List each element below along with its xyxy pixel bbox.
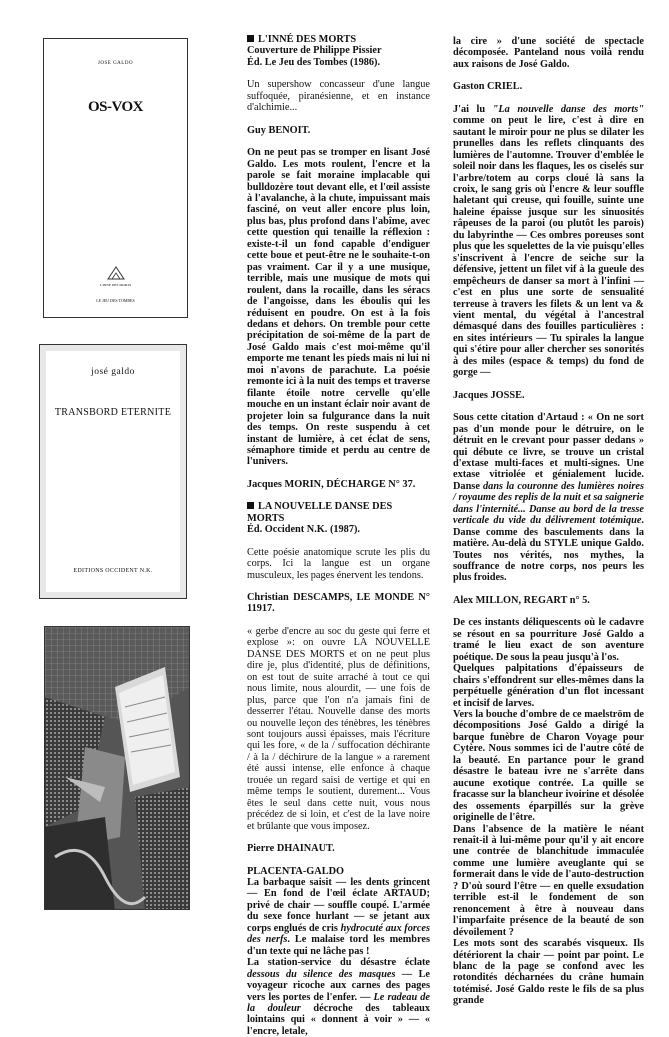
cover-os-vox	[43, 38, 188, 318]
section-title-nouvelle-danse: LA NOUVELLE DANSE DES MORTS	[247, 501, 393, 524]
review-paragraph: La barbaque saisit — les dents grincent — En fond de l'œil éclate ARTAUD; privé de chair — souffle coupé. L'armée du sexe fonce hurlant — se jetant aux corps englués de cris hydrocuté aux forces des nerfs. Le malaise tord les membres d'un texte qui ne lâche pas !	[247, 877, 430, 957]
review-paragraph: La station-service du désastre éclate dessous du silence des masques — Le voyageur ricoche aux carnes des pages vers les portes de l'enfer. — Le radeau de la douleur décroche des tableaux lointains qui « donnent à voir » — « l'encre, letale,	[247, 957, 431, 1037]
review-paragraph: Cette poésie anatomique scrute les plis du corps. Ici la langue est un organe musculeux, les pages énervent les tendons.	[247, 546, 430, 581]
cover2-author: josé galdo	[91, 367, 135, 377]
cover-photo-placenta-galdo	[44, 626, 190, 910]
cover-transbord-eternite	[39, 344, 187, 599]
cover1-author: JOSE GALDO	[97, 61, 134, 66]
cover1-title: OS-VOX	[87, 99, 144, 115]
review-paragraph: Les mots sont des scarabés visqueux. Ils détériorent la chair — point par point. Le blanc de la page se confond avec les rotondités décharnées du crâne humain totémisé. José Galdo reste le fils de sa plus grande	[453, 938, 644, 1007]
review-signature: Christian DESCAMPS, LE MONDE N° 11917.	[247, 592, 430, 615]
cover1-logo-text: L'INNÉ DES MORTS	[99, 283, 132, 287]
review-signature: Jacques JOSSE.	[453, 389, 525, 401]
review-signature: Jacques MORIN, DÉCHARGE N° 37.	[247, 478, 416, 490]
cover1-publisher: LE JEU DES TOMBES	[96, 298, 135, 303]
square-bullet-icon	[247, 502, 254, 509]
section-title-inne-des-morts: L'INNÉ DES MORTS	[247, 34, 430, 45]
review-paragraph: Dans l'absence de la matière le néant renaît-il à lui-même pour qu'il y ait encore une contrée de blanchitude immaculée comme une lumière aveuglante qui se formerait dans le vide de l'auto-destruction ? D'où sourd l'être — en quelle exsudation terrible est-il le fondement de son renoncement à être à nouveau dans l'imparfaite présence de la beauté de son dévoilement ?	[453, 823, 644, 938]
review-paragraph: J'ai lu "La nouvelle danse des morts" comme on peut le lire, c'est à dire en sautant le miroir pour ne plus se dilater les prunelles dans les reflets clinquants des lumières de l'automne. Trouver d'emblée le soleil noir dans les flaques, les os ciselés sur l'arbre/totem au corps cloué là sans la croix, le sang gris où l'encre & leur souffle haletant qui creuse, qui fouille, suinte une haleine épaisse jusque sur les sinuosités râpeuses de la paroi (ou plutôt les parois) du labyrinthe — Ces ombres poreuses sont plus que les squelettes de la vie puisqu'elles s'inscrivent à l'encre de seiche sur la défensive, jettent un filet vif à la gueule des empêcheurs de danser sa mort à l'infini — c'est en plus une sorte de sensualité terreuse à travers les filets & un lent va & vient mental, du végétal à l'ancestral démasqué dans des fouilles particulières : en sites intérieurs — Tu spirales la langue qui s'étire pour aller chercher ses sonorités à des miles (espace & temps) du fond de gorge —	[453, 103, 644, 379]
review-paragraph: la cire » d'une société de spectacle décomposée. Panteland nous voilà rendu aux raisons de José Galdo.	[453, 36, 644, 70]
section-subtitle: Éd. Occident N.K. (1987).	[247, 524, 360, 536]
review-signature: Pierre DHAINAUT.	[247, 843, 335, 855]
review-signature: Gaston CRIEL.	[453, 81, 523, 93]
section-subtitle: Éd. Le Jeu des Tombes (1986).	[247, 56, 381, 68]
section-title-placenta-galdo: PLACENTA-GALDO	[247, 865, 345, 877]
review-paragraph: « gerbe d'encre au soc du geste qui ferre et explose »: on ouvre LA NOUVELLE DANSE DES MORTS et on ne peut plus dire je, plus d'identité, plus de définitions, on est tout de suite arraché à tout ce qui nous limite, nous alourdit, — une fois de plus, parce que l'on n'a jamais fini de desserrer l'étau. Nouvelle danse des morts ou nouvelle leçon des ténèbres, les ténèbres sont toujours aussi épaisses, mais l'écriture qui les fore, « de la / suffocation déchirante / à la / déchirure de la langue » a rarement été aussi intense, elle enfonce à chaque trouée un regard saisi de vertige et qui en même temps le soutient, durement... Vous êtes le seul dans cette nuit, vous nous précédez de si loin, et c'est de la lave noire et brûlante que vous imposez.	[247, 625, 430, 832]
cover2-publisher: EDITIONS OCCIDENT N.K.	[73, 568, 153, 574]
review-paragraph: On ne peut pas se tromper en lisant José Galdo. Les mots roulent, l'encre et la parole se fait moraine implacable qui bulldozère tout devant elle, et l'œil assiste à l'avalanche, à la chute, impuissant mais fasciné, on veut aller encore plus loin, plus bas, plus profond dans l'abîme, avec cette question qui tenaille la réflexion : existe-t-il un fond capable d'endiguer cette boue et peut-être ne le souhaite-t-on pas vraiment. Car il y a une musique, terrible, mais une musique de mots qui roulent, dans la rocaille, dans les séracs de l'angoisse, dans les éboulis qui les réduisent en poudre. On est à la fois dedans et dehors. On tremble pour cette précipitation de soi-même de la part de José Galdo mais c'est moi-même qu'il emporte me tenant les pieds mais ni lui ni moi n'avons de parachute. La poésie remonte ici à la nuit des temps et traverse filante étoile notre cervelle qu'elle mouche en un instant éclair noir avant de projeter loin sa fulgurance dans la nuit des temps. On reste suspendu à cet instant de lumière, à cet éclat de sens, sémaphore timide et perdu au centre de l'univers.	[247, 147, 430, 468]
review-signature: Alex MILLON, REGART n° 5.	[453, 594, 590, 606]
review-paragraph: Un supershow concasseur d'une langue suffoquée, piranésienne, et en instance d'alchimie...	[247, 79, 430, 114]
publisher-logo-icon	[106, 265, 126, 281]
review-signature: Guy BENOIT.	[247, 124, 311, 136]
review-paragraph: De ces instants déliquescents où le cadavre se résout en sa pourriture José Galdo a tramé le lieu exact de son aventure poétique. De sous la peau jusqu'à l'os.	[453, 617, 644, 663]
square-bullet-icon	[247, 35, 254, 42]
column-middle	[247, 34, 430, 1037]
section-subtitle: Couverture de Philippe Pissier	[247, 45, 382, 57]
review-paragraph: Sous cette citation d'Artaud : « On ne sort pas d'un monde pour le détruire, on le détruit en le crevant pour passer dedans » qui débute ce livre, se trouve un cristal d'extase multi-faces et multi-signes. Une extase vitriolée et génialement lucide. Danse dans la couronne des lumières noires / royaume des replis de la nuit et sa saignerie dans l'internité... Danse au bord de la tresse verticale du vide du délivrement totémique. Danse comme des basculements dans la matière. Au-delà du STYLE unique Galdo. Toutes nos vérités, nos mythes, la souffrance de notre corps, nos peurs les plus froides.	[453, 412, 644, 584]
column-right	[453, 36, 644, 1007]
review-paragraph: Vers la bouche d'ombre de ce maelström de décompositions José Galdo a dirigé la barque funèbre de Charon Voyage pour Cytère. Nous sommes ici de l'autre côté de la beauté. En partance pour le grand désastre le bateau ivre ne s'arrête dans aucune exotique contrée. La quille se fracasse sur la blancheur ivoirine et désolée des ossements éparpillés sur la grève originelle de l'être.	[453, 709, 644, 824]
cover2-title: TRANSBORD ETERNITE	[54, 407, 172, 418]
review-paragraph: Quelques palpitations d'épaisseurs de chairs s'effondrent sur elles-mêmes dans la perpétuelle génération d'un flot incessant et incisif de larves.	[453, 663, 644, 709]
